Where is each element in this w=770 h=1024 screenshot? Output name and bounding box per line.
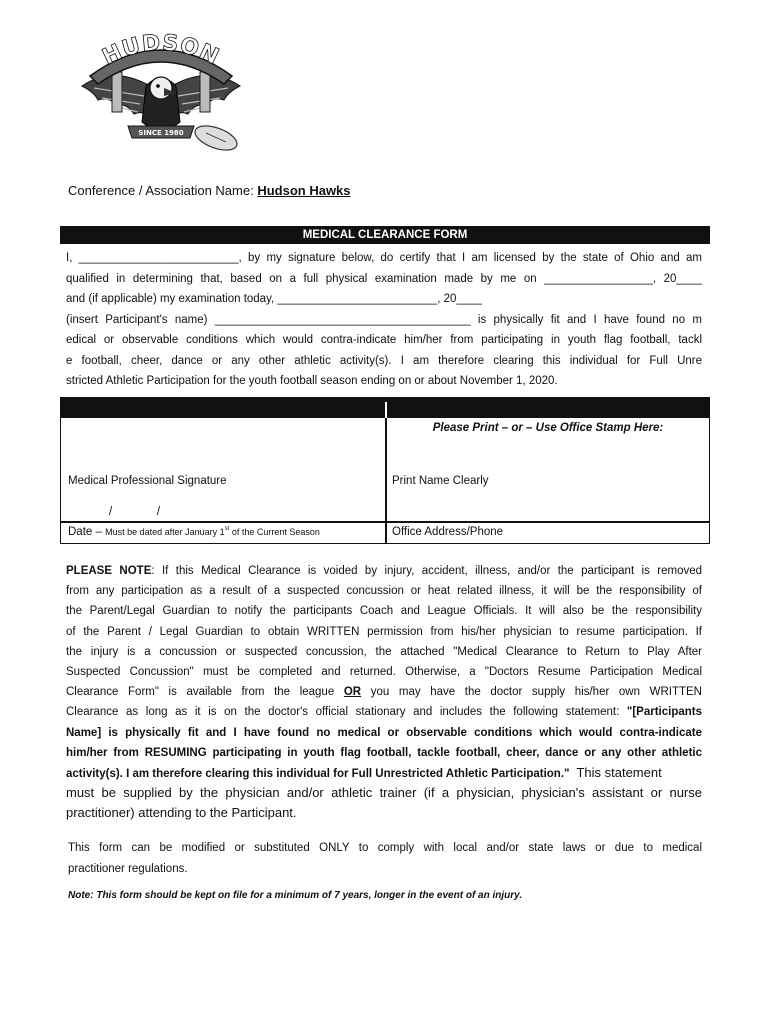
- conference-line: [68, 183, 351, 198]
- cert-line: e football, cheer, dance or any other athletic activity(s). I am therefore clearing this individual for Full Unre: [66, 354, 702, 367]
- office-address-label: Office Address/Phone: [392, 526, 504, 538]
- signature-box: [60, 397, 710, 544]
- date-field[interactable]: / /: [109, 506, 161, 518]
- hudson-hawks-logo: [78, 26, 244, 160]
- note-line: Suspected Concussion" must be completed and returned. Otherwise, a "Doctors Resume Participation Medical: [66, 665, 702, 678]
- note-line: must be supplied by the physician and/or athletic trainer (if a physician, physician's assistant or nurse: [66, 785, 702, 801]
- svg-text:SINCE 1980: SINCE 1980: [138, 129, 184, 137]
- note-line: the Parent/Legal Guardian to notify the participants Coach and League Officials. It will also be the responsibility: [66, 605, 702, 618]
- modify-line: practitioner regulations.: [68, 862, 188, 875]
- note-line: him/her from RESUMING participating in youth flag football, tackle football, cheer, dance or any other athletic: [66, 746, 702, 759]
- cert-line: (insert Participant's name) ________________________________________ is physically fit and I have found no m: [66, 313, 702, 326]
- cert-line: I, _________________________, by my signature below, do certify that I am licensed by the state of Ohio and am: [66, 252, 702, 264]
- note-line: the injury is a concussion or suspected concussion, the attached "Medical Clearance to Return to Play After: [66, 645, 702, 658]
- hawk-emblem-icon: [78, 26, 244, 160]
- note-line: from any participation as a result of a suspected concussion or heat related illness, it will be the responsibility of: [66, 585, 702, 598]
- certification-paragraph: [66, 248, 702, 392]
- note-line: Clearance Form" is available from the league OR you may have the doctor supply his/her own WRITTEN: [66, 686, 702, 699]
- svg-text:HUDSON: HUDSON: [98, 30, 224, 71]
- note-line: of the Parent / Legal Guardian to obtain WRITTEN permission from his/her physician to resume participation. If: [66, 625, 702, 638]
- signature-label: Medical Professional Signature: [68, 475, 227, 487]
- note-line: Clearance as long as it is on the doctor's official stationary and includes the following statement: "[Participants: [66, 706, 702, 719]
- office-stamp-label: Please Print – or – Use Office Stamp Here:: [432, 422, 664, 434]
- retention-note: Note: This form should be kept on file for a minimum of 7 years, longer in the event of an injury.: [68, 890, 523, 901]
- modify-paragraph: [68, 838, 702, 879]
- column-divider: [385, 418, 387, 543]
- cert-line: and (if applicable) my examination today, _________________________, 20____: [66, 293, 483, 305]
- modify-line: This form can be modified or substituted ONLY to comply with local and/or state laws or due to medical: [68, 842, 702, 854]
- note-line: PLEASE NOTE: If this Medical Clearance is voided by injury, accident, illness, and/or the participant is removed: [66, 565, 702, 577]
- conference-name: Hudson Hawks: [257, 183, 351, 198]
- date-label: Date – Must be dated after January 1st of the Current Season: [68, 526, 320, 538]
- note-line: Name] is physically fit and I have found no medical or observable conditions which would contra-indicate: [66, 726, 702, 739]
- print-name-label: Print Name Clearly: [392, 475, 489, 487]
- row-divider: [61, 521, 709, 523]
- form-title: MEDICAL CLEARANCE FORM: [60, 226, 710, 244]
- please-note-paragraph: [66, 561, 702, 823]
- signature-box-header: [61, 398, 709, 418]
- cert-line: stricted Athletic Participation for the youth football season ending on or about November 1, 2020.: [66, 375, 558, 387]
- cert-line: qualified in determining that, based on a full physical examination made by me on _________________, 20____: [66, 272, 702, 285]
- note-line: practitioner) attending to the Participant.: [66, 805, 297, 821]
- cert-line: edical or observable conditions which would contra-indicate him/her from participating in youth flag football, tackl: [66, 334, 702, 346]
- note-line: activity(s). I am therefore clearing this individual for Full Unrestricted Athletic Participation." This statement: [66, 764, 662, 780]
- conference-label: Conference / Association Name:: [68, 183, 258, 198]
